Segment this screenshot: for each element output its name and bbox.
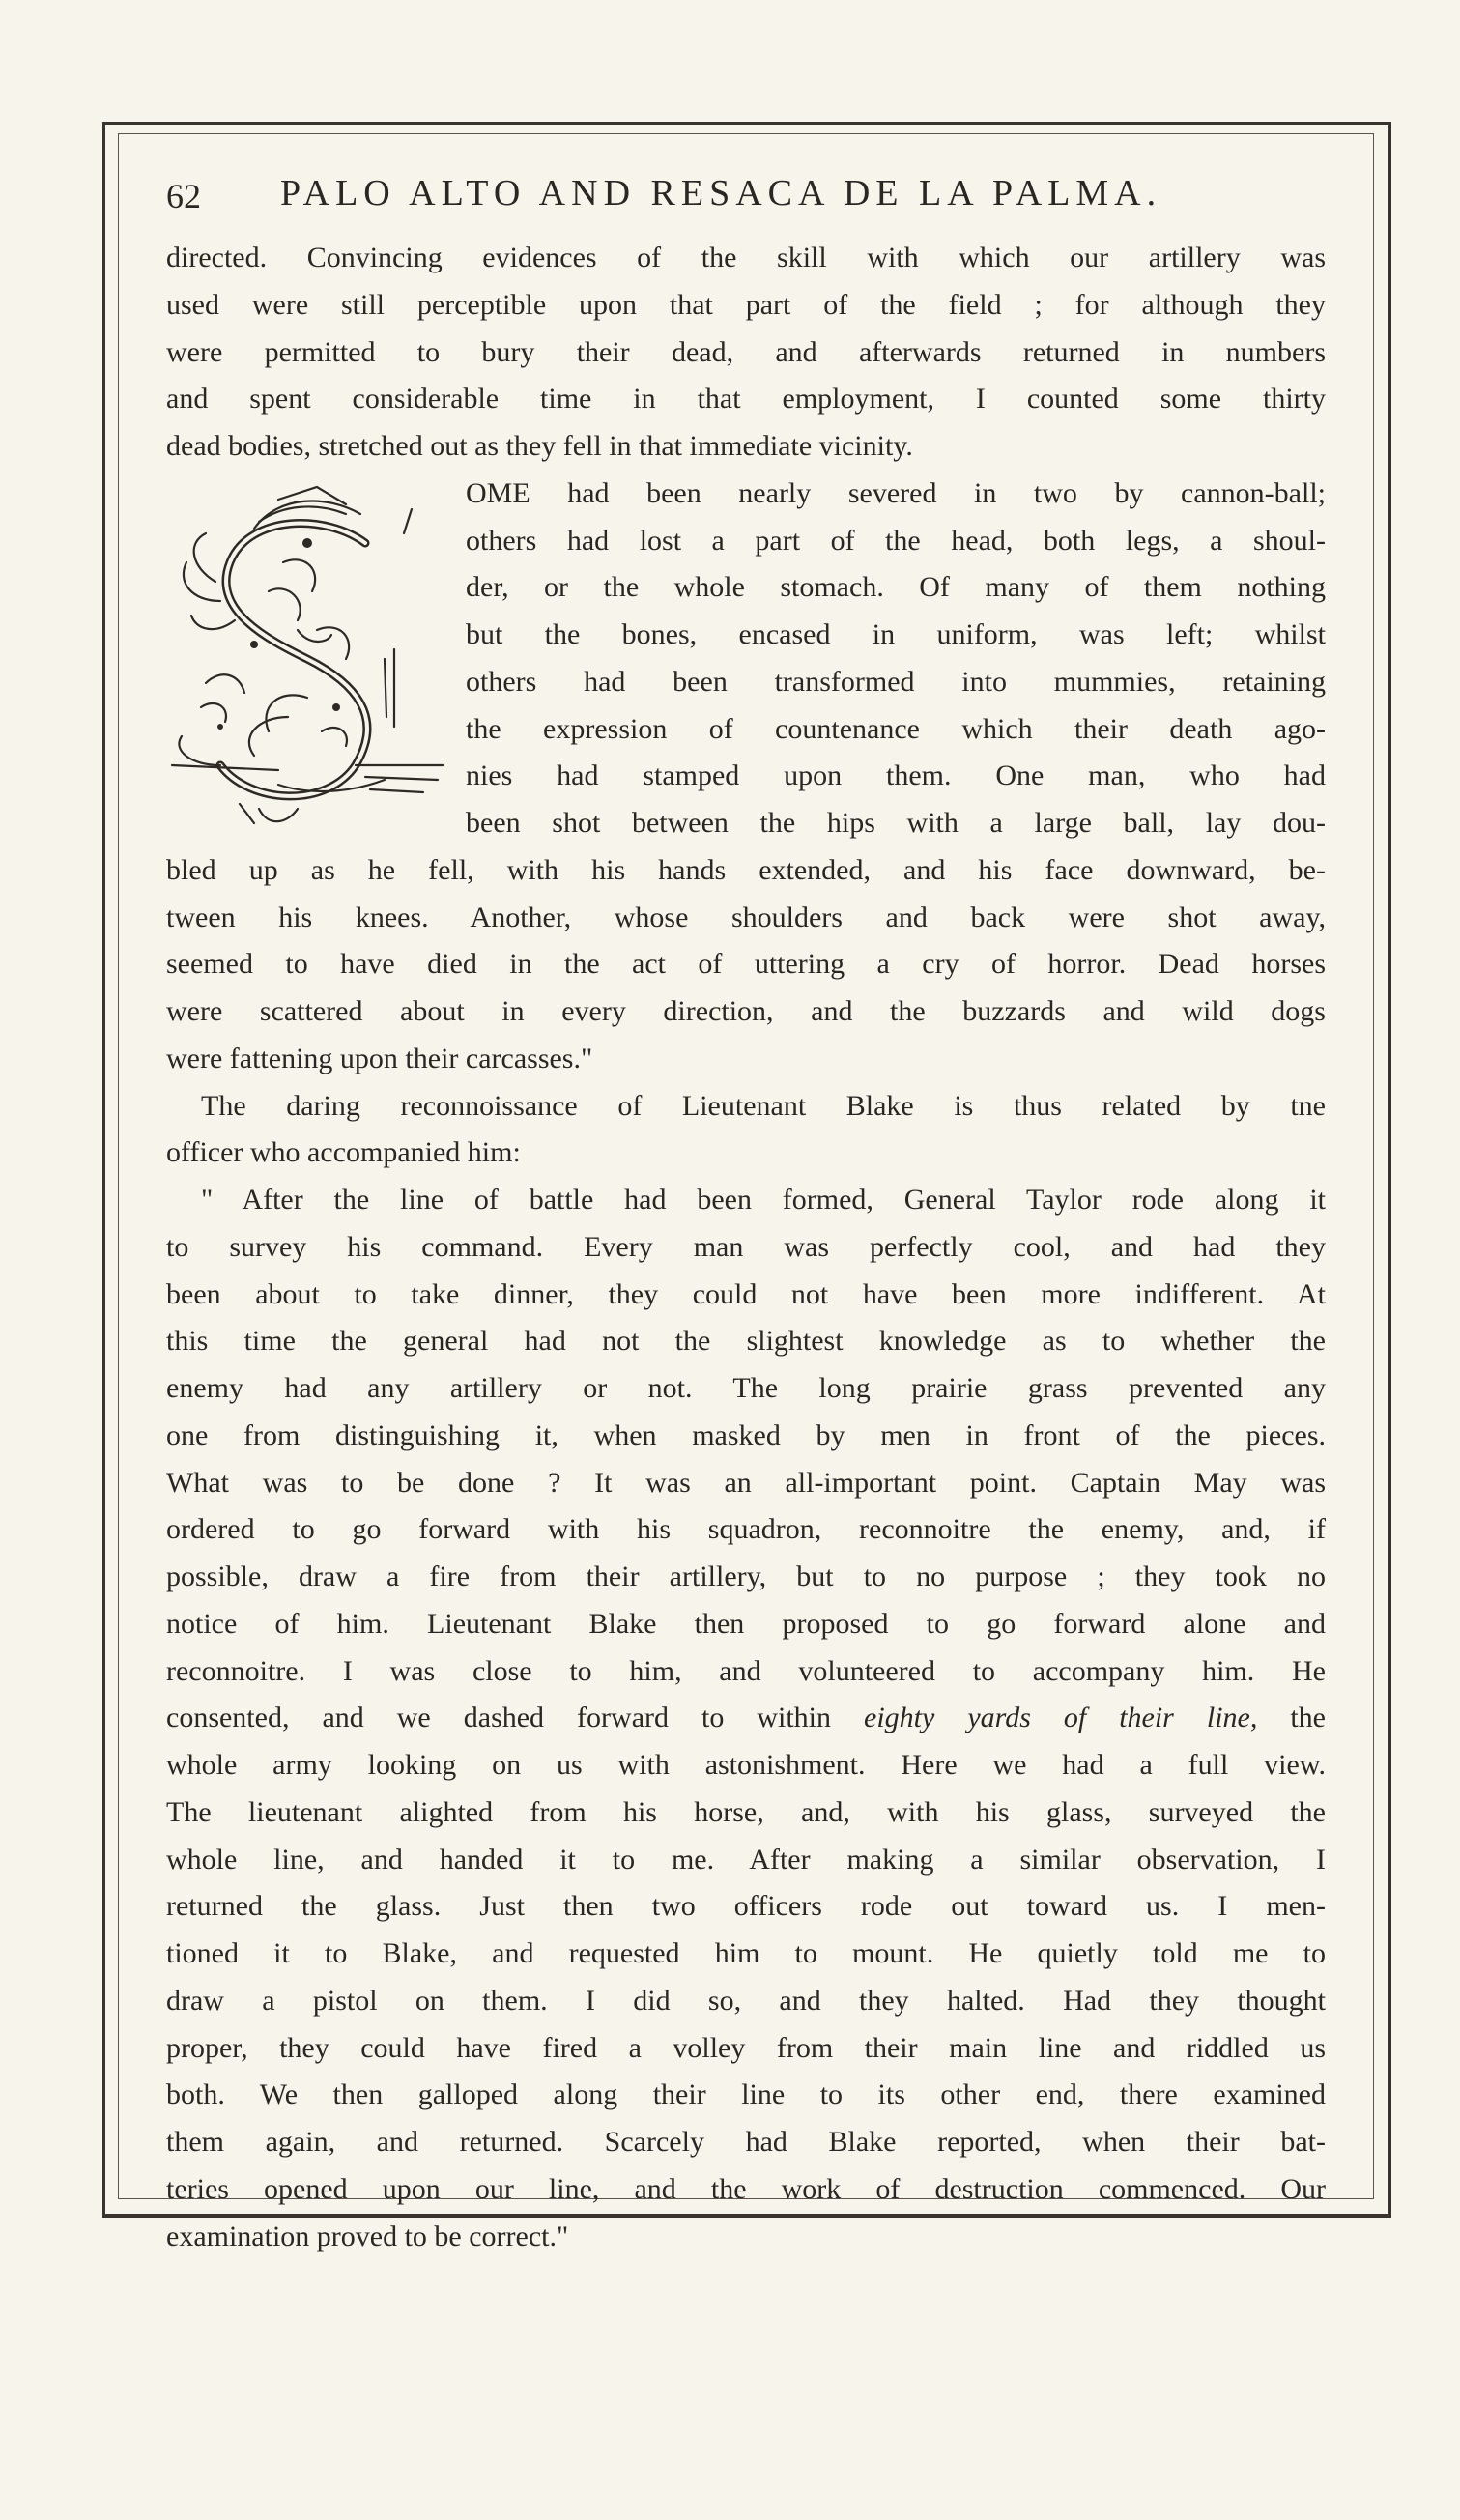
text-line-with-emphasis bbox=[166, 1695, 1326, 1742]
text-line: been about to take dinner, they could not have been more indifferent. At bbox=[166, 1277, 1326, 1310]
text-line: der, or the whole stomach. Of many of them nothing bbox=[466, 571, 1326, 604]
text-line: to survey his command. Every man was perfectly cool, and had they bbox=[166, 1230, 1326, 1263]
text-line: them again, and returned. Scarcely had Blake reported, when their bat- bbox=[166, 2126, 1326, 2158]
text-line: seemed to have died in the act of uttering a cry of horror. Dead horses bbox=[166, 948, 1326, 981]
text-line: What was to be done ? It was an all-important point. Captain May was bbox=[166, 1466, 1326, 1499]
text-line: officer who accompanied him: bbox=[166, 1136, 521, 1169]
text-line: were fattening upon their carcasses." bbox=[166, 1042, 593, 1074]
text-line: reconnoitre. I was close to him, and volunteered to accompany him. He bbox=[166, 1654, 1326, 1687]
body-text bbox=[166, 235, 1326, 2260]
text-line: both. We then galloped along their line to its other end, there examined bbox=[166, 2078, 1326, 2111]
text-line: bled up as he fell, with his hands extended, and his face downward, be- bbox=[166, 853, 1326, 886]
text-line: OME had been nearly severed in two by cannon-ball; bbox=[466, 476, 1326, 509]
text-line: directed. Convincing evidences of the skill with which our artillery was bbox=[166, 242, 1326, 273]
page-header bbox=[166, 166, 1326, 224]
text-line: draw a pistol on them. I did so, and they halted. Had they thought bbox=[166, 1984, 1326, 2017]
text-line: tioned it to Blake, and requested him to mount. He quietly told me to bbox=[166, 1937, 1326, 1969]
text-line: this time the general had not the slightest knowledge as to whether the bbox=[166, 1325, 1326, 1358]
text-line: whole army looking on us with astonishment. Here we had a full view. bbox=[166, 1749, 1326, 1781]
text-line: but the bones, encased in uniform, was left; whilst bbox=[466, 618, 1326, 650]
text-line: the expression of countenance which their death ago- bbox=[466, 712, 1326, 745]
text-line: dead bodies, stretched out as they fell in that immediate vicinity. bbox=[166, 430, 913, 462]
text-line: been shot between the hips with a large ball, lay dou- bbox=[466, 807, 1326, 839]
text-segment: consented, and we dashed forward to within bbox=[166, 1702, 865, 1734]
text-line: possible, draw a fire from their artillery, but to no purpose ; they took no bbox=[166, 1561, 1326, 1592]
page-number: 62 bbox=[166, 177, 201, 215]
text-line: teries opened upon our line, and the work of destruction commenced. Our bbox=[166, 2172, 1326, 2205]
text-segment: the bbox=[1257, 1702, 1326, 1734]
text-line: were scattered about in every direction, and the buzzards and wild dogs bbox=[166, 995, 1326, 1027]
text-line: tween his knees. Another, whose shoulders and back were shot away, bbox=[166, 901, 1326, 933]
text-line: one from distinguishing it, when masked by men in front of the pieces. bbox=[166, 1418, 1326, 1451]
text-line: whole line, and handed it to me. After making a similar observation, I bbox=[166, 1843, 1326, 1876]
text-line: ordered to go forward with his squadron, reconnoitre the enemy, and, if bbox=[166, 1513, 1326, 1546]
text-line: nies had stamped upon them. One man, who had bbox=[466, 759, 1326, 792]
text-line: examination proved to be correct." bbox=[166, 2219, 569, 2252]
emphasis-text: eighty yards of their line, bbox=[864, 1702, 1258, 1734]
text-line: The lieutenant alighted from his horse, and, with his glass, surveyed the bbox=[166, 1795, 1326, 1828]
text-line: and spent considerable time in that employment, I counted some thirty bbox=[166, 383, 1326, 415]
text-line: notice of him. Lieutenant Blake then proposed to go forward alone and bbox=[166, 1607, 1326, 1640]
text-line: The daring reconnoissance of Lieutenant Blake is thus related by tne bbox=[201, 1089, 1326, 1122]
text-line: " After the line of battle had been formed, General Taylor rode along it bbox=[201, 1184, 1326, 1216]
text-line: enemy had any artillery or not. The long prairie grass prevented any bbox=[166, 1372, 1326, 1404]
text-line: were permitted to bury their dead, and afterwards returned in numbers bbox=[166, 335, 1326, 368]
text-line: others had lost a part of the head, both legs, a shoul- bbox=[466, 524, 1326, 557]
text-line: proper, they could have fired a volley from their main line and riddled us bbox=[166, 2031, 1326, 2064]
text-line: returned the glass. Just then two officers rode out toward us. I men- bbox=[166, 1890, 1326, 1923]
running-head: PALO ALTO AND RESACA DE LA PALMA. bbox=[280, 173, 1162, 214]
text-line: used were still perceptible upon that part of the field ; for although they bbox=[166, 288, 1326, 321]
text-line: others had been transformed into mummies, retaining bbox=[466, 665, 1326, 698]
